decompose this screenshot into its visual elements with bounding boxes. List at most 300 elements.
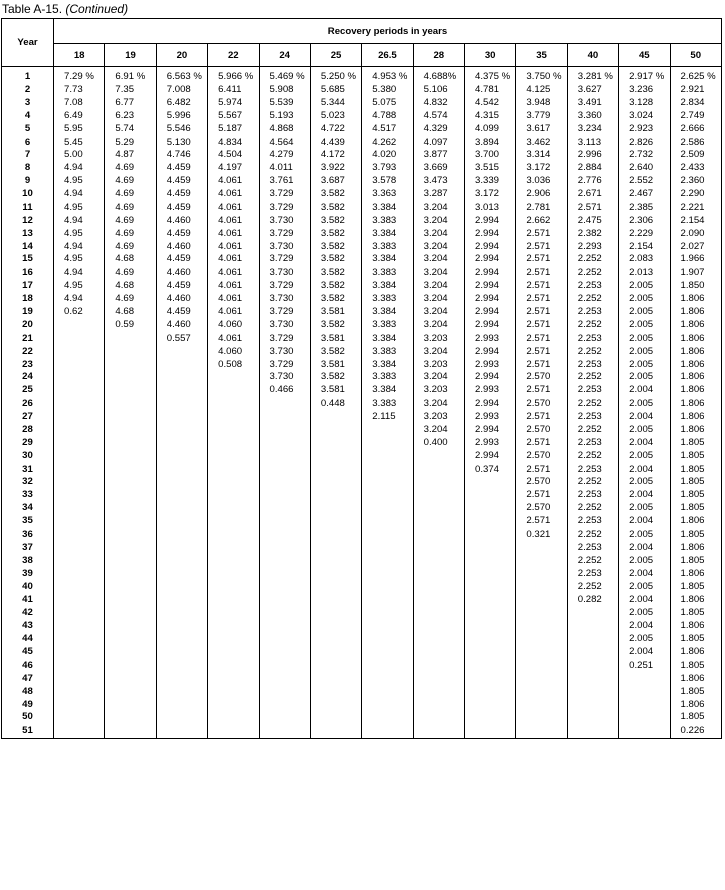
- rate-cell: 4.504: [208, 149, 259, 162]
- rate-cell: 3.750 %: [516, 71, 567, 84]
- rate-cell: 2.994: [465, 306, 516, 319]
- rate-cell: 3.730: [259, 346, 310, 359]
- rate-cell: 2.004: [619, 620, 670, 633]
- rate-cell: 4.834: [208, 136, 259, 150]
- rate-cell: 5.00: [54, 149, 105, 162]
- rate-cell: [54, 633, 105, 646]
- rate-cell: [619, 724, 670, 738]
- rate-cell: [156, 673, 207, 686]
- period-header: 28: [413, 44, 464, 67]
- rate-cell: 2.004: [619, 411, 670, 424]
- rate-cell: [567, 659, 618, 673]
- rate-cell: [310, 463, 361, 477]
- recovery-periods-header: Recovery periods in years: [54, 19, 722, 44]
- rate-cell: [208, 581, 259, 594]
- rate-cell: 2.005: [619, 319, 670, 332]
- rate-cell: [413, 555, 464, 568]
- rate-cell: [362, 607, 413, 620]
- rate-cell: [54, 332, 105, 346]
- rate-cell: 4.832: [413, 97, 464, 110]
- rate-cell: 1.806: [670, 397, 722, 411]
- rate-cell: [619, 686, 670, 699]
- year-cell: 5: [2, 123, 54, 136]
- rate-cell: 5.075: [362, 97, 413, 110]
- rate-cell: [310, 581, 361, 594]
- rate-cell: [362, 528, 413, 542]
- rate-cell: 2.382: [567, 228, 618, 241]
- rate-cell: 2.154: [619, 241, 670, 254]
- rate-cell: 2.570: [516, 476, 567, 489]
- rate-cell: [105, 450, 156, 463]
- rate-cell: 4.060: [208, 346, 259, 359]
- year-cell: 37: [2, 542, 54, 555]
- rate-cell: 3.384: [362, 201, 413, 215]
- rate-cell: [54, 646, 105, 659]
- rate-cell: 5.685: [310, 84, 361, 97]
- year-cell: 17: [2, 280, 54, 293]
- rate-cell: 2.993: [465, 384, 516, 397]
- rate-cell: 6.482: [156, 97, 207, 110]
- rate-cell: 2.625 %: [670, 71, 722, 84]
- rate-cell: [105, 359, 156, 372]
- rate-cell: 5.539: [259, 97, 310, 110]
- rate-cell: [105, 607, 156, 620]
- rate-cell: [105, 515, 156, 528]
- rate-cell: [413, 620, 464, 633]
- rate-cell: [156, 724, 207, 738]
- rate-cell: [156, 711, 207, 724]
- year-cell: 43: [2, 620, 54, 633]
- rate-cell: 4.788: [362, 110, 413, 123]
- rate-cell: 3.236: [619, 84, 670, 97]
- rate-cell: 6.23: [105, 110, 156, 123]
- rate-cell: [156, 346, 207, 359]
- rate-cell: [465, 528, 516, 542]
- rate-cell: 4.061: [208, 332, 259, 346]
- rate-cell: 3.128: [619, 97, 670, 110]
- rate-cell: 3.730: [259, 371, 310, 384]
- rate-cell: [259, 724, 310, 738]
- rate-cell: 0.448: [310, 397, 361, 411]
- rate-cell: 2.005: [619, 371, 670, 384]
- rate-cell: [259, 489, 310, 502]
- rate-cell: [105, 724, 156, 738]
- rate-cell: 3.339: [465, 175, 516, 188]
- rate-cell: 3.204: [413, 280, 464, 293]
- rate-cell: 2.004: [619, 515, 670, 528]
- year-cell: 47: [2, 673, 54, 686]
- rate-cell: 2.229: [619, 228, 670, 241]
- year-cell: 38: [2, 555, 54, 568]
- rate-cell: [259, 528, 310, 542]
- rate-cell: 2.571: [516, 241, 567, 254]
- year-cell: 23: [2, 359, 54, 372]
- rate-cell: 2.004: [619, 463, 670, 477]
- rate-cell: 2.571: [516, 346, 567, 359]
- rate-cell: [54, 593, 105, 607]
- year-cell: 42: [2, 607, 54, 620]
- year-cell: 13: [2, 228, 54, 241]
- year-cell: 11: [2, 201, 54, 215]
- rate-cell: [465, 686, 516, 699]
- rate-cell: 3.360: [567, 110, 618, 123]
- rate-cell: 3.491: [567, 97, 618, 110]
- rate-cell: 3.582: [310, 280, 361, 293]
- rate-cell: [259, 607, 310, 620]
- year-cell: 22: [2, 346, 54, 359]
- rate-cell: 2.005: [619, 293, 670, 306]
- year-cell: 18: [2, 293, 54, 306]
- rate-cell: 2.571: [516, 437, 567, 450]
- rate-cell: [156, 489, 207, 502]
- rate-cell: 3.582: [310, 266, 361, 280]
- rate-cell: 2.005: [619, 332, 670, 346]
- rate-cell: [413, 515, 464, 528]
- rate-cell: 2.826: [619, 136, 670, 150]
- rate-cell: 2.005: [619, 359, 670, 372]
- table-row: [2, 502, 722, 515]
- rate-cell: [208, 659, 259, 673]
- rate-cell: 3.013: [465, 201, 516, 215]
- rate-cell: [567, 607, 618, 620]
- rate-cell: [413, 646, 464, 659]
- year-cell: 12: [2, 215, 54, 228]
- rate-cell: 4.95: [54, 228, 105, 241]
- rate-cell: [413, 659, 464, 673]
- rate-cell: 3.363: [362, 188, 413, 201]
- rate-cell: [156, 555, 207, 568]
- rate-cell: 2.005: [619, 450, 670, 463]
- rate-cell: 4.460: [156, 241, 207, 254]
- rate-cell: 1.806: [670, 411, 722, 424]
- rate-cell: 3.383: [362, 319, 413, 332]
- year-cell: 20: [2, 319, 54, 332]
- rate-cell: 2.571: [516, 293, 567, 306]
- rate-cell: [259, 673, 310, 686]
- rate-cell: [156, 424, 207, 437]
- rate-cell: [516, 620, 567, 633]
- rate-cell: 2.253: [567, 332, 618, 346]
- table-row: [2, 84, 722, 97]
- rate-cell: [362, 686, 413, 699]
- rate-cell: [156, 515, 207, 528]
- rate-cell: 4.868: [259, 123, 310, 136]
- rate-cell: [362, 450, 413, 463]
- rate-cell: 2.732: [619, 149, 670, 162]
- table-row: [2, 699, 722, 712]
- rate-cell: 3.204: [413, 293, 464, 306]
- table-row: [2, 110, 722, 123]
- year-cell: 1: [2, 71, 54, 84]
- rate-cell: 2.253: [567, 280, 618, 293]
- rate-cell: 4.564: [259, 136, 310, 150]
- rate-cell: 4.68: [105, 306, 156, 319]
- rate-cell: [567, 620, 618, 633]
- rate-cell: 1.806: [670, 699, 722, 712]
- table-row: [2, 162, 722, 175]
- rate-cell: [208, 542, 259, 555]
- rate-cell: 3.384: [362, 384, 413, 397]
- rate-cell: 3.779: [516, 110, 567, 123]
- table-row: [2, 659, 722, 673]
- year-cell: 40: [2, 581, 54, 594]
- rate-cell: [208, 489, 259, 502]
- rate-cell: 4.69: [105, 266, 156, 280]
- rate-cell: [310, 528, 361, 542]
- table-row: [2, 724, 722, 738]
- rate-cell: [156, 371, 207, 384]
- rate-cell: 4.061: [208, 280, 259, 293]
- period-header: 45: [619, 44, 670, 67]
- rate-cell: 3.948: [516, 97, 567, 110]
- rate-cell: [54, 359, 105, 372]
- rate-cell: 2.571: [516, 411, 567, 424]
- rate-cell: 3.172: [465, 188, 516, 201]
- rate-cell: 3.582: [310, 188, 361, 201]
- rate-cell: 3.669: [413, 162, 464, 175]
- table-row: [2, 384, 722, 397]
- year-cell: 34: [2, 502, 54, 515]
- rate-cell: 1.907: [670, 266, 722, 280]
- year-cell: 25: [2, 384, 54, 397]
- rate-cell: 1.805: [670, 463, 722, 477]
- rate-cell: 5.344: [310, 97, 361, 110]
- table-row: [2, 489, 722, 502]
- rate-cell: 4.329: [413, 123, 464, 136]
- rate-cell: [310, 686, 361, 699]
- rate-cell: 5.187: [208, 123, 259, 136]
- rate-cell: 1.806: [670, 568, 722, 581]
- year-cell: 39: [2, 568, 54, 581]
- rate-cell: 2.993: [465, 437, 516, 450]
- rate-cell: 3.581: [310, 332, 361, 346]
- rate-cell: [54, 686, 105, 699]
- rate-cell: [516, 724, 567, 738]
- rate-cell: [259, 397, 310, 411]
- rate-cell: [567, 711, 618, 724]
- rate-cell: 3.729: [259, 359, 310, 372]
- rate-cell: 4.574: [413, 110, 464, 123]
- year-cell: 19: [2, 306, 54, 319]
- rate-cell: 1.966: [670, 253, 722, 266]
- rate-cell: [516, 699, 567, 712]
- rate-cell: 2.509: [670, 149, 722, 162]
- rate-cell: 4.69: [105, 162, 156, 175]
- rate-cell: 3.204: [413, 371, 464, 384]
- rate-cell: [156, 686, 207, 699]
- rate-cell: [310, 593, 361, 607]
- rate-cell: [259, 463, 310, 477]
- rate-cell: 2.923: [619, 123, 670, 136]
- rate-cell: [54, 568, 105, 581]
- year-cell: 10: [2, 188, 54, 201]
- rate-cell: 0.251: [619, 659, 670, 673]
- rate-cell: [362, 568, 413, 581]
- rate-cell: [259, 711, 310, 724]
- rate-cell: [54, 371, 105, 384]
- rate-cell: [208, 384, 259, 397]
- rate-cell: 4.061: [208, 201, 259, 215]
- rate-cell: 3.793: [362, 162, 413, 175]
- rate-cell: 2.834: [670, 97, 722, 110]
- rate-cell: 4.460: [156, 319, 207, 332]
- rate-cell: 7.08: [54, 97, 105, 110]
- rate-cell: [465, 659, 516, 673]
- period-header: 24: [259, 44, 310, 67]
- rate-cell: 2.994: [465, 253, 516, 266]
- rate-cell: [310, 542, 361, 555]
- rate-cell: [310, 633, 361, 646]
- rate-cell: 4.68: [105, 280, 156, 293]
- rate-cell: [105, 384, 156, 397]
- rate-cell: [465, 568, 516, 581]
- rate-cell: 2.571: [516, 228, 567, 241]
- rate-cell: [156, 620, 207, 633]
- table-row: [2, 71, 722, 84]
- year-cell: 14: [2, 241, 54, 254]
- period-header: 20: [156, 44, 207, 67]
- rate-cell: 4.061: [208, 228, 259, 241]
- rate-cell: 2.570: [516, 424, 567, 437]
- rate-cell: [413, 581, 464, 594]
- rate-cell: 2.005: [619, 581, 670, 594]
- table-row: [2, 149, 722, 162]
- rate-cell: 6.411: [208, 84, 259, 97]
- rate-cell: 2.252: [567, 397, 618, 411]
- rate-cell: 3.384: [362, 359, 413, 372]
- rate-cell: 3.113: [567, 136, 618, 150]
- rate-cell: 0.226: [670, 724, 722, 738]
- rate-cell: 4.94: [54, 215, 105, 228]
- rate-cell: 3.281 %: [567, 71, 618, 84]
- rate-cell: 3.383: [362, 293, 413, 306]
- rate-cell: 0.321: [516, 528, 567, 542]
- year-cell: 35: [2, 515, 54, 528]
- rate-cell: [259, 620, 310, 633]
- rate-cell: [413, 542, 464, 555]
- rate-cell: 3.383: [362, 266, 413, 280]
- rate-cell: [362, 437, 413, 450]
- rate-cell: 2.004: [619, 568, 670, 581]
- period-header: 26.5: [362, 44, 413, 67]
- year-cell: 51: [2, 724, 54, 738]
- rate-cell: [105, 659, 156, 673]
- rate-cell: 2.917 %: [619, 71, 670, 84]
- rate-cell: 4.94: [54, 241, 105, 254]
- rate-cell: 3.582: [310, 293, 361, 306]
- rate-cell: [208, 515, 259, 528]
- rate-cell: [413, 489, 464, 502]
- rate-cell: 2.252: [567, 424, 618, 437]
- rate-cell: [362, 699, 413, 712]
- rate-cell: [156, 528, 207, 542]
- rate-cell: [516, 555, 567, 568]
- rate-cell: 3.729: [259, 332, 310, 346]
- rate-cell: [310, 607, 361, 620]
- rate-cell: 2.884: [567, 162, 618, 175]
- rate-cell: 4.061: [208, 175, 259, 188]
- table-row: [2, 188, 722, 201]
- year-cell: 32: [2, 476, 54, 489]
- rate-cell: [156, 463, 207, 477]
- rate-cell: 0.282: [567, 593, 618, 607]
- rate-cell: 2.005: [619, 346, 670, 359]
- rate-cell: 4.459: [156, 280, 207, 293]
- rate-cell: 1.806: [670, 293, 722, 306]
- table-row: [2, 450, 722, 463]
- rate-cell: 4.097: [413, 136, 464, 150]
- rate-cell: 2.586: [670, 136, 722, 150]
- rate-cell: [156, 502, 207, 515]
- rate-cell: 2.004: [619, 646, 670, 659]
- table-row: [2, 620, 722, 633]
- rate-cell: 4.746: [156, 149, 207, 162]
- rate-cell: 2.004: [619, 384, 670, 397]
- rate-cell: 2.004: [619, 542, 670, 555]
- rate-cell: [54, 319, 105, 332]
- table-row: [2, 515, 722, 528]
- rate-cell: 4.459: [156, 253, 207, 266]
- year-cell: 50: [2, 711, 54, 724]
- rate-cell: 4.69: [105, 175, 156, 188]
- rate-cell: 2.005: [619, 424, 670, 437]
- year-cell: 49: [2, 699, 54, 712]
- rate-cell: 4.460: [156, 215, 207, 228]
- rate-cell: 3.024: [619, 110, 670, 123]
- rate-cell: 2.994: [465, 228, 516, 241]
- table-row: [2, 293, 722, 306]
- rate-cell: 2.252: [567, 293, 618, 306]
- rate-cell: 3.383: [362, 346, 413, 359]
- rate-cell: [310, 568, 361, 581]
- rate-cell: 1.805: [670, 659, 722, 673]
- rate-cell: 4.459: [156, 306, 207, 319]
- rate-cell: 3.582: [310, 228, 361, 241]
- rate-cell: 1.805: [670, 711, 722, 724]
- rate-cell: [362, 593, 413, 607]
- rate-cell: [156, 633, 207, 646]
- rate-cell: [413, 476, 464, 489]
- rate-cell: 0.59: [105, 319, 156, 332]
- year-cell: 29: [2, 437, 54, 450]
- rate-cell: [54, 502, 105, 515]
- rate-cell: 3.204: [413, 424, 464, 437]
- rate-cell: 4.542: [465, 97, 516, 110]
- rate-cell: [54, 437, 105, 450]
- rate-cell: 2.994: [465, 424, 516, 437]
- rate-cell: 3.203: [413, 332, 464, 346]
- rate-cell: [413, 568, 464, 581]
- rate-cell: 3.204: [413, 266, 464, 280]
- rate-cell: [310, 673, 361, 686]
- rate-cell: 2.571: [516, 515, 567, 528]
- rate-cell: 1.806: [670, 673, 722, 686]
- rate-cell: 7.73: [54, 84, 105, 97]
- rate-cell: 6.563 %: [156, 71, 207, 84]
- rate-cell: 0.557: [156, 332, 207, 346]
- rate-cell: 3.384: [362, 332, 413, 346]
- rate-cell: 2.005: [619, 502, 670, 515]
- rate-cell: 4.69: [105, 215, 156, 228]
- rate-cell: [619, 699, 670, 712]
- rate-cell: [516, 646, 567, 659]
- year-header: Year: [2, 19, 54, 67]
- rate-cell: 5.567: [208, 110, 259, 123]
- rate-cell: 1.806: [670, 646, 722, 659]
- rate-cell: [156, 411, 207, 424]
- rate-cell: 3.730: [259, 319, 310, 332]
- rate-cell: [567, 673, 618, 686]
